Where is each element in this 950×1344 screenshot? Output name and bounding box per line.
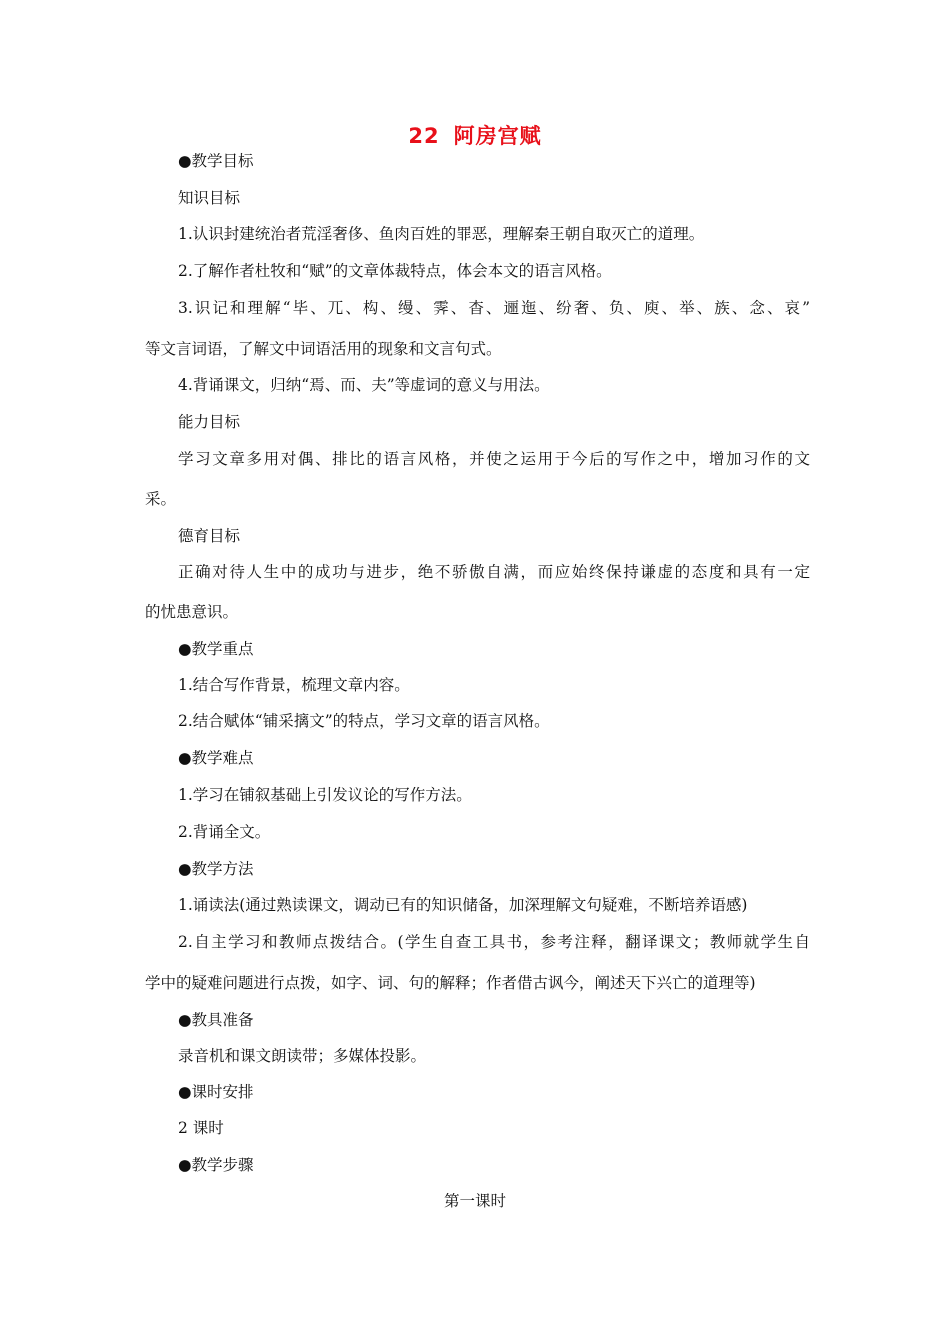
lesson-heading: 第一课时 <box>443 1192 506 1210</box>
section-heading-methods: ●教学方法 <box>178 860 254 878</box>
subheading-knowledge-goals: 知识目标 <box>178 189 241 207</box>
section-heading-teaching-steps: ●教学步骤 <box>178 1156 254 1174</box>
paragraph-line: 1.结合写作背景，梳理文章内容。 <box>178 676 410 694</box>
paragraph-line: 2.了解作者杜牧和“赋”的文章体裁特点，体会本文的语言风格。 <box>178 262 612 280</box>
section-heading-difficulties: ●教学难点 <box>178 749 254 767</box>
paragraph-line: 等文言词语，了解文中词语活用的现象和文言句式。 <box>145 340 502 358</box>
paragraph-line: 4.背诵课文，归纳“焉、而、夫”等虚词的意义与用法。 <box>178 376 550 394</box>
title-text: 阿房宫赋 <box>453 124 542 148</box>
paragraph-line: 录音机和课文朗读带；多媒体投影。 <box>178 1047 427 1065</box>
section-heading-key-points: ●教学重点 <box>178 640 254 658</box>
section-heading-schedule: ●课时安排 <box>178 1083 254 1101</box>
paragraph-line: 采。 <box>145 490 177 508</box>
subheading-moral-goals: 德育目标 <box>178 527 241 545</box>
paragraph-line: 正确对待人生中的成功与进步，绝不骄傲自满，而应始终保持谦虚的态度和具有一定 <box>178 563 810 581</box>
page-title <box>0 120 950 150</box>
paragraph-line: 2.结合赋体“铺采摛文”的特点，学习文章的语言风格。 <box>178 712 550 730</box>
paragraph-line: 1.学习在铺叙基础上引发议论的写作方法。 <box>178 786 472 804</box>
title-number: 22 <box>408 124 440 148</box>
section-heading-teaching-aids: ●教具准备 <box>178 1011 254 1029</box>
paragraph-line: 3.识记和理解“毕、兀、构、缦、霁、杳、逦迤、纷奢、负、庾、举、族、念、哀” <box>178 299 810 317</box>
paragraph-line: 1.诵读法(通过熟读课文，调动已有的知识储备，加深理解文句疑难，不断培养语感) <box>178 896 748 914</box>
section-heading-teaching-goals: ●教学目标 <box>178 152 254 170</box>
subheading-ability-goals: 能力目标 <box>178 413 241 431</box>
paragraph-line: 的忧患意识。 <box>145 603 239 621</box>
paragraph-line: 1.认识封建统治者荒淫奢侈、鱼肉百姓的罪恶，理解秦王朝自取灭亡的道理。 <box>178 225 705 243</box>
paragraph-line: 2.自主学习和教师点拨结合。(学生自查工具书，参考注释，翻译课文；教师就学生自 <box>178 933 810 951</box>
paragraph-line: 学中的疑难问题进行点拨，如字、词、句的解释；作者借古讽今，阐述天下兴亡的道理等) <box>145 974 756 992</box>
paragraph-line: 学习文章多用对偶、排比的语言风格，并使之运用于今后的写作之中，增加习作的文 <box>178 450 810 468</box>
paragraph-line: 2.背诵全文。 <box>178 823 271 841</box>
paragraph-line: 2 课时 <box>178 1119 224 1137</box>
